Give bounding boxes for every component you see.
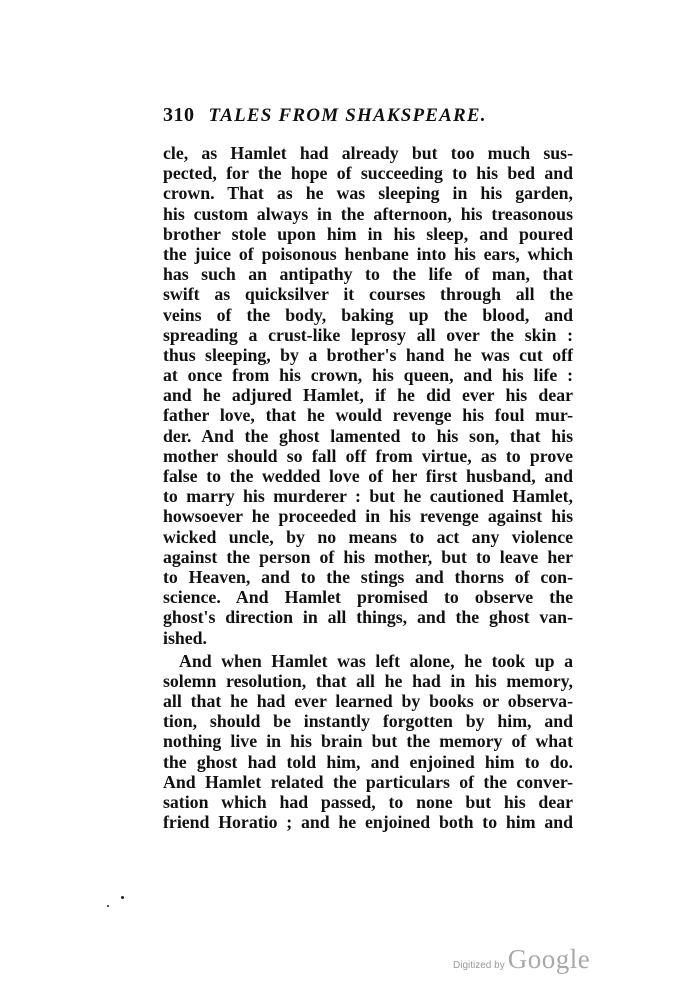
text-line: wicked uncle, by no means to act any violence (163, 526, 573, 547)
text-line: the juice of poisonous henbane into his ears, which (163, 243, 573, 264)
text-line: at once from his crown, his queen, and his life : (163, 365, 573, 386)
text-line: has such an antipathy to the life of man, that (163, 264, 573, 285)
page-header (163, 104, 573, 134)
text-line: against the person of his mother, but to leave her (163, 546, 573, 567)
text-line: howsoever he proceeded in his revenge against his (163, 506, 573, 527)
text-line: science. And Hamlet promised to observe the (163, 587, 573, 608)
text-line: and he adjured Hamlet, if he did ever his dear (163, 385, 573, 406)
text-line: tion, should be instantly forgotten by him, and (163, 711, 573, 732)
text-line: swift as quicksilver it courses through all the (163, 284, 573, 305)
text-line: cle, as Hamlet had already but too much sus- (163, 143, 573, 163)
text-line: all that he had ever learned by books or observa- (163, 691, 573, 712)
text-line: the ghost had told him, and enjoined him to do. (163, 751, 573, 772)
text-line: spreading a crust-like leprosy all over the skin : (163, 324, 573, 345)
text-line: brother stole upon him in his sleep, and poured (163, 223, 573, 244)
text-line: false to the wedded love of her first husband, and (163, 466, 573, 486)
text-line: And Hamlet related the particulars of the conver- (163, 771, 573, 792)
scan-speck (121, 896, 124, 899)
text-line: der. And the ghost lamented to his son, that his (163, 425, 573, 446)
page-number: 310 (163, 104, 195, 126)
text-line: ished. (163, 627, 207, 648)
text-line: pected, for the hope of succeeding to his bed and (163, 163, 573, 184)
digitized-credit (453, 944, 590, 975)
text-line: to Heaven, and to the stings and thorns of con- (163, 566, 573, 587)
text-line: sation which had passed, to none but his dear (163, 792, 573, 812)
paragraph-start-line: And when Hamlet was left alone, he took up a (179, 650, 573, 671)
text-line: his custom always in the afternoon, his treasonous (163, 203, 573, 224)
text-line: solemn resolution, that all he had in his memory, (163, 670, 573, 691)
text-line: ghost's direction in all things, and the ghost van- (163, 607, 573, 628)
text-line: mother should so fall off from virtue, as to prove (163, 445, 573, 466)
digitized-by-label: Digitized by (453, 960, 505, 971)
text-line: father love, that he would revenge his foul mur- (163, 405, 573, 426)
scan-speck (107, 905, 109, 907)
body-text (163, 143, 573, 832)
text-line: to marry his murderer : but he cautioned Hamlet, (163, 486, 573, 507)
running-title: TALES FROM SHAKSPEARE. (208, 105, 487, 126)
text-line: nothing live in his brain but the memory of what (163, 731, 573, 752)
text-line: thus sleeping, by a brother's hand he was cut off (163, 344, 573, 365)
text-line: veins of the body, baking up the blood, and (163, 304, 573, 325)
google-logo: Google (507, 944, 591, 974)
text-line: crown. That as he was sleeping in his garden, (163, 183, 573, 204)
text-line: friend Horatio ; and he enjoined both to him and (163, 812, 573, 833)
